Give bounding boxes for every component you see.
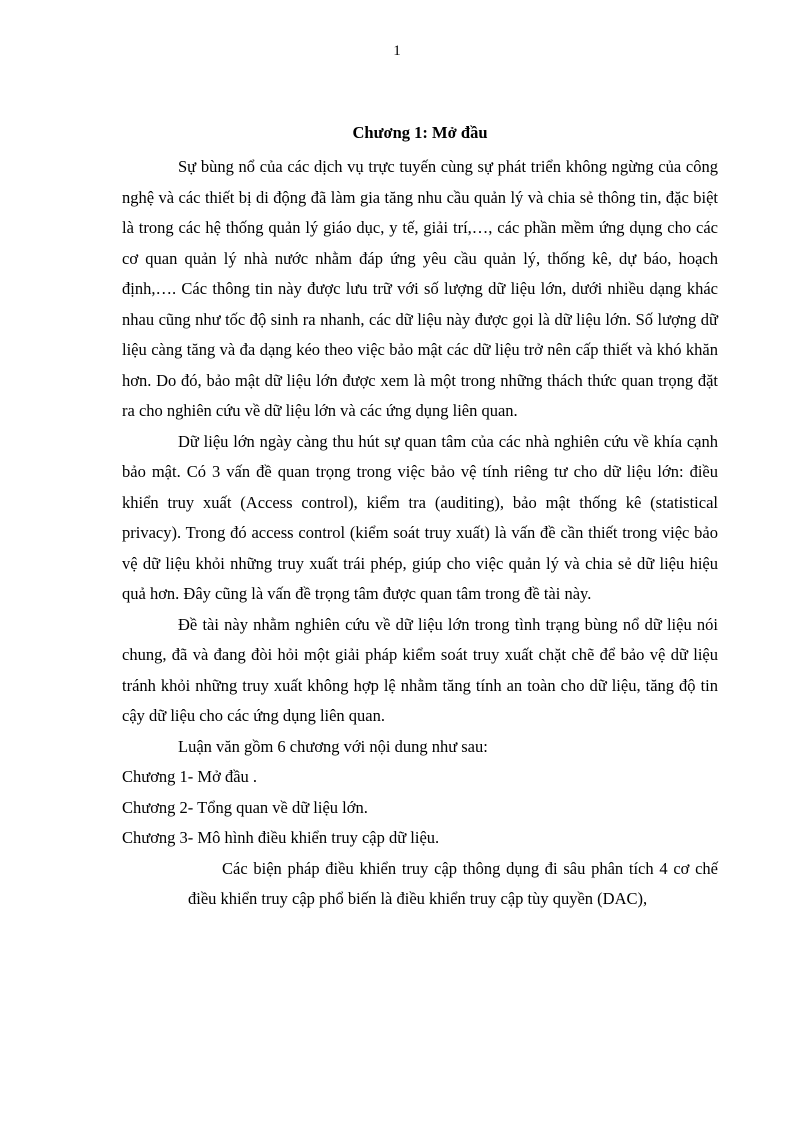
- paragraph-1: Sự bùng nổ của các dịch vụ trực tuyến cùng sự phát triển không ngừng của công nghệ và các thiết bị di động đã làm gia tăng nhu cầu quản lý và chia sẻ thông tin, đặc biệt là trong các hệ thống quản lý giáo dục, y tế, giải trí,…, các phần mềm ứng dụng cho các cơ quan quản lý nhà nước nhằm đáp ứng yêu cầu quản lý, thống kê, dự báo, hoạch định,…. Các thông tin này được lưu trữ với số lượng dữ liệu lớn, dưới nhiều dạng khác nhau cũng như tốc độ sinh ra nhanh, các dữ liệu này được gọi là dữ liệu lớn. Số lượng dữ liệu càng tăng và đa dạng kéo theo việc bảo mật các dữ liệu trở nên cấp thiết và khó khăn hơn. Do đó, bảo mật dữ liệu lớn được xem là một trong những thách thức quan trọng đặt ra cho nghiên cứu về dữ liệu lớn và các ứng dụng liên quan.: [122, 157, 718, 420]
- chapter-heading: Chương 1: Mở đầu: [352, 123, 488, 142]
- page-number: 1: [393, 43, 401, 59]
- paragraph-2: Dữ liệu lớn ngày càng thu hút sự quan tâm của các nhà nghiên cứu về khía cạnh bảo mật. Có 3 vấn đề quan trọng trong việc bảo vệ tính riêng tư cho dữ liệu lớn: điều khiển truy xuất (Access control), kiểm tra (auditing), bảo mật thống kê (statistical privacy). Trong đó access control (kiểm soát truy xuất) là vấn đề cần thiết trong việc bảo vệ dữ liệu khỏi những truy xuất trái phép, giúp cho việc quản lý và chia sẻ dữ liệu hiệu quả hơn. Đây cũng là vấn đề trọng tâm được quan tâm trong đề tài này.: [122, 431, 718, 603]
- chapter-list-item-1: Chương 1- Mở đầu .: [122, 767, 258, 786]
- chapter-list-item-3: Chương 3- Mô hình điều khiển truy cập dữ liệu.: [122, 828, 440, 847]
- contents-intro-line: Luận văn gồm 6 chương với nội dung như sau:: [178, 736, 488, 756]
- chapter3-detail: Các biện pháp điều khiển truy cập thông dụng đi sâu phân tích 4 cơ chế điều khiển truy cập phổ biến là điều khiển truy cập tùy quyền (DAC),: [188, 858, 718, 908]
- paragraph-3: Đề tài này nhằm nghiên cứu về dữ liệu lớn trong tình trạng bùng nổ dữ liệu nói chung, đã và đang đòi hỏi một giải pháp kiểm soát truy xuất chặt chẽ để bảo vệ dữ liệu tránh khỏi những truy xuất không hợp lệ nhằm tăng tính an toàn cho dữ liệu, tăng độ tin cậy dữ liệu cho các ứng dụng liên quan.: [122, 614, 718, 725]
- document-body: [122, 118, 718, 915]
- chapter-list-item-2: Chương 2- Tổng quan về dữ liệu lớn.: [122, 797, 368, 817]
